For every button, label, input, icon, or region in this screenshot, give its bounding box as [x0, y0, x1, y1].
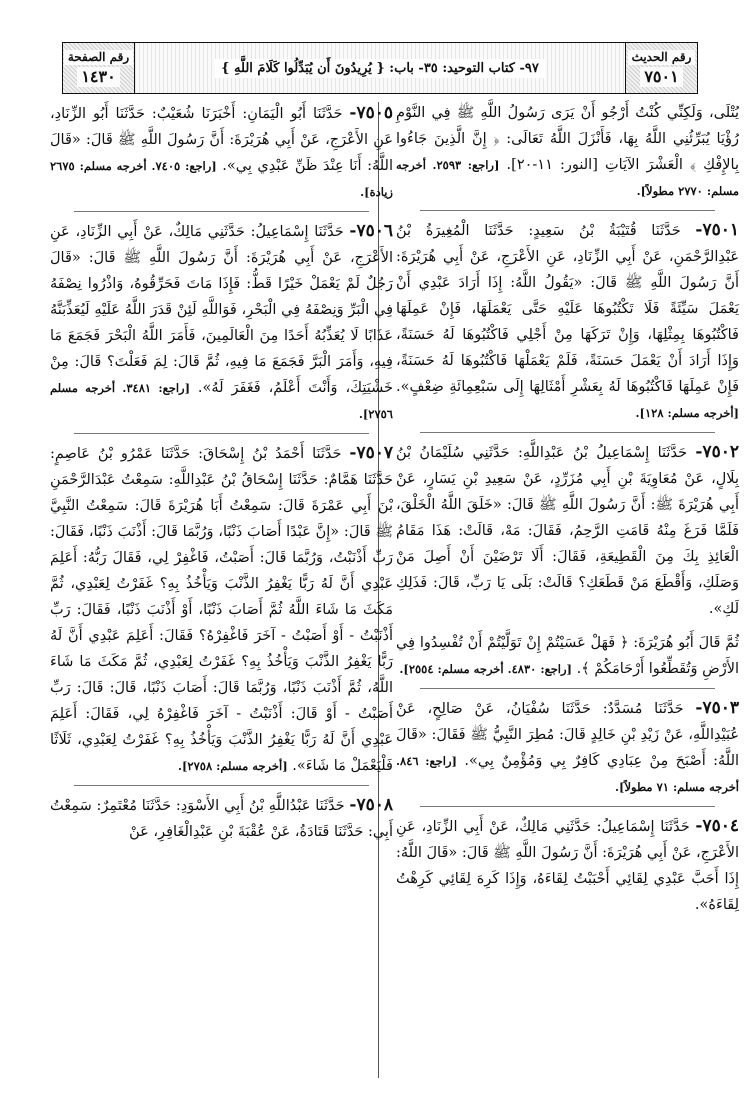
hadith-separator [420, 432, 715, 433]
hadith-paragraph [396, 439, 739, 622]
hadith-paragraph [396, 217, 739, 426]
hadith-paragraph [396, 100, 739, 204]
hadith-separator [74, 785, 369, 786]
hadith-text: حَدَّثَنَا أَبُو الْيَمَانِ: أَخْبَرَنَا شُعَيْبٌ: حَدَّثَنَا أَبُو الزِّنَادِ، عَنِ الأَعْرَجِ، عَنْ أَبِي هُرَيْرَةَ: أَنَّ رَسُولَ اللَّهِ ﷺ قَالَ: «قَالَ اللَّهُ: أَنَا عِنْدَ ظَنِّ عَبْدِي بِي». [50, 106, 393, 174]
hadith-separator [74, 433, 369, 434]
hadith-separator [420, 688, 715, 689]
hadith-text: حَدَّثَنَا إِسْمَاعِيلُ: حَدَّثَنِي مَالِكٌ، عَنْ أَبِي الزِّنَادِ، عَنِ الأَعْرَجِ، عَنْ أَبِي هُرَيْرَةَ: أَنَّ رَسُولَ اللَّهِ ﷺ قَالَ: «قَالَ رَجُلٌ لَمْ يَعْمَلْ خَيْرًا قَطُّ: فَإِذَا مَاتَ فَحَرِّقُوهُ، وَاذْرُوا نِصْفَهُ فِي الْبَرِّ وَنِصْفَهُ فِي الْبَحْرِ، فَوَاللَّهِ لَئِنْ قَدَرَ اللَّهُ عَلَيْهِ لَيُعَذِّبَنَّهُ عَذَابًا لَا يُعَذِّبُهُ أَحَدًا مِنَ الْعَالَمِينَ، فَأَمَرَ اللَّهُ الْبَحْرَ فَجَمَعَ مَا فِيهِ، وَأَمَرَ الْبَرَّ فَجَمَعَ مَا فِيهِ، ثُمَّ قَالَ: لِمَ فَعَلْتَ؟ قَالَ: مِنْ خَشْيَتِكَ، وَأَنْتَ أَعْلَمُ، فَغَفَرَ لَهُ». [50, 224, 393, 396]
hadith-number-box [625, 43, 697, 93]
hadith-paragraph [396, 630, 739, 682]
hadith-reference: [أخرجه مسلم: ٢٧٥٨]. [177, 759, 288, 773]
hadith-reference: [راجع: ٤٨٣٠. أخرجه مسلم: ٢٥٥٤]. [399, 662, 572, 676]
hadith-text: حَدَّثَنَا إِسْمَاعِيلُ بْنُ عَبْدِاللَّهِ: حَدَّثَنِي سُلَيْمَانُ بْنُ بِلَالٍ، عَنْ مُعَاوِيَةَ بْنِ أَبِي مُزَرِّدٍ، عَنْ سَعِيدِ بْنِ يَسَارٍ، عَنْ أَبِي هُرَيْرَةَ ﷺ: أَنَّ رَسُولَ اللَّهِ ﷺ قَالَ: «خَلَقَ اللَّهُ الْخَلْقَ، فَلَمَّا فَرَغَ مِنْهُ قَامَتِ الرَّحِمُ، فَقَالَ: مَهْ، قَالَتْ: هَذَا مَقَامُ الْعَائِذِ بِكَ مِنَ الْقَطِيعَةِ، فَقَالَ: أَلَا تَرْضَيْنَ أَنْ أَصِلَ مَنْ وَصَلَكِ، وَأَقْطَعَ مَنْ قَطَعَكِ؟ قَالَتْ: بَلَى يَا رَبِّ، قَالَ: فَذَلِكِ لَكِ». [396, 445, 739, 617]
hadith-number: ٧٥٠٧- [349, 443, 394, 463]
left-column [50, 100, 393, 1082]
hadith-number: ٧٥٠٦- [349, 221, 393, 241]
hadith-number: ٧٥٠١- [695, 220, 739, 240]
hadith-paragraph [50, 100, 393, 205]
page-number-box [63, 43, 135, 93]
hadith-reference: [راجع: ٢٥٩٣. أخرجه مسلم: ٢٧٧٠ مطولاً]. [396, 158, 739, 198]
hadith-paragraph [50, 792, 393, 845]
hadith-number: ٧٥٠٢- [695, 442, 739, 462]
chapter-title: ٩٧- كتاب التوحيد: ٣٥- باب: { يُرِيدُونَ أَن يُبَدِّلُوا كَلَامَ اللَّهِ } [215, 59, 545, 78]
right-column [396, 100, 739, 1082]
hadith-paragraph [396, 813, 739, 918]
hadith-text: حَدَّثَنَا مُسَدَّدٌ: حَدَّثَنَا سُفْيَانُ، عَنْ صَالِحٍ، عَنْ عُبَيْدِاللَّهِ، عَنْ زَيْدِ بْنِ خَالِدٍ قَالَ: مُطِرَ النَّبِيُّ ﷺ فَقَالَ: «قَالَ اللَّهُ: أَصْبَحَ مِنْ عِبَادِي كَافِرٌ بِي وَمُؤْمِنٌ بِي». [396, 701, 740, 769]
hadith-text: حَدَّثَنَا أَحْمَدُ بْنُ إِسْحَاقَ: حَدَّثَنَا عَمْرُو بْنُ عَاصِمٍ: حَدَّثَنَا هَمَّامٌ: حَدَّثَنَا إِسْحَاقُ بْنُ عَبْدِاللَّهِ: سَمِعْتُ عَبْدَالرَّحْمَنِ بْنَ أَبِي عَمْرَةَ قَالَ: سَمِعْتُ أَبَا هُرَيْرَةَ قَالَ: سَمِعْتُ النَّبِيَّ ﷺ قَالَ: «إِنَّ عَبْدًا أَصَابَ ذَنْبًا، وَرُبَّمَا قَالَ: أَذْنَبَ ذَنْبًا، فَقَالَ: رَبِّ أَذْنَبْتُ، وَرُبَّمَا قَالَ: أَصَبْتُ، فَاغْفِرْ لِي، فَقَالَ رَبُّهُ: أَعَلِمَ عَبْدِي أَنَّ لَهُ رَبًّا يَغْفِرُ الذَّنْبَ وَيَأْخُذُ بِهِ؟ غَفَرْتُ لِعَبْدِي، ثُمَّ مَكَثَ مَا شَاءَ اللَّهُ ثُمَّ أَصَابَ ذَنْبًا، أَوْ أَذْنَبَ ذَنْبًا، فَقَالَ: رَبِّ أَذْنَبْتُ - أَوْ أَصَبْتُ - آخَرَ فَاغْفِرْهُ؟ فَقَالَ: أَعَلِمَ عَبْدِي أَنَّ لَهُ رَبًّا يَغْفِرُ الذَّنْبَ وَيَأْخُذُ بِهِ؟ غَفَرْتُ لِعَبْدِي، ثُمَّ مَكَثَ مَا شَاءَ اللَّهُ، ثُمَّ أَذْنَبَ ذَنْبًا، وَرُبَّمَا قَالَ: أَصَابَ ذَنْبًا، قَالَ: قَالَ: رَبِّ أَصَبْتُ - أَوْ قَالَ: أَذْنَبْتُ - آخَرَ فَاغْفِرْهُ لِي، فَقَالَ: أَعَلِمَ عَبْدِي أَنَّ لَهُ رَبًّا يَغْفِرُ الذَّنْبَ وَيَأْخُذُ بِهِ؟ غَفَرْتُ لِعَبْدِي، ثَلَاثًا فَلْيَعْمَلْ مَا شَاءَ». [50, 446, 393, 774]
hadith-paragraph [396, 695, 739, 800]
hadith-paragraph [50, 218, 393, 427]
hadith-text: حَدَّثَنَا عَبْدُاللَّهِ بْنُ أَبِي الأَسْوَدِ: حَدَّثَنَا مُعْتَمِرٌ: سَمِعْتُ أَبِي: حَدَّثَنَا قَتَادَةُ، عَنْ عُقْبَةَ بْنِ عَبْدِالْغَافِرِ، عَنْ [50, 798, 393, 840]
hadith-number-label: رقم الحديث [628, 50, 696, 65]
hadith-text: حَدَّثَنَا إِسْمَاعِيلُ: حَدَّثَنِي مَالِكٌ، عَنْ أَبِي الزِّنَادِ، عَنِ الأَعْرَجِ، عَنْ أَبِي هُرَيْرَةَ: أَنَّ رَسُولَ اللَّهِ ﷺ قَالَ: «قَالَ اللَّهُ: إِذَا أَحَبَّ عَبْدِي لِقَائِي أَحْبَبْتُ لِقَاءَهُ، وَإِذَا كَرِهَ لِقَائِي كَرِهْتُ لِقَاءَهُ». [396, 819, 739, 913]
hadith-paragraph [50, 440, 393, 779]
hadith-range: ٧٥٠١ [640, 67, 682, 87]
page-header [62, 42, 698, 94]
hadith-reference: [راجع: ٨٤٦. أخرجه مسلم: ٧١ مطولاً]. [396, 754, 739, 794]
hadith-separator [420, 806, 715, 807]
hadith-text: ثُمَّ قَالَ أَبُو هُرَيْرَةَ: ﴿ فَهَلْ عَسَيْتُمْ إِنْ تَوَلَّيْتُمْ أَنْ تُفْسِدُوا فِي الأَرْضِ وَتُقَطِّعُوا أَرْحَامَكُمْ ﴾. [396, 635, 739, 677]
hadith-reference: [أخرجه مسلم: ١٢٨]. [635, 406, 739, 420]
hadith-number: ٧٥٠٣- [695, 698, 739, 718]
chapter-title-bar [135, 43, 625, 93]
hadith-reference: [راجع: ٧٤٠٥. أخرجه مسلم: ٢٦٧٥ زيادة]. [50, 159, 393, 199]
hadith-number: ٧٥٠٨- [349, 795, 394, 815]
page-number-label: رقم الصفحة [64, 50, 133, 65]
hadith-text: يُتْلَى، وَلَكِنِّي كُنْتُ أَرْجُو أَنْ يَرَى رَسُولُ اللَّهِ ﷺ فِي النَّوْمِ رُؤْيَا يُبَرِّئُنِي اللَّهُ بِهَا، فَأَنْزَلَ اللَّهُ تَعَالَى: ﴿ إِنَّ الَّذِينَ جَاءُوا بِالإِفْكِ ﴾ الْعَشْرَ الآيَاتِ [النور: ١١-٢٠]. [396, 105, 740, 173]
hadith-separator [74, 211, 369, 212]
hadith-number: ٧٥٠٤- [695, 816, 739, 836]
hadith-reference: [راجع: ٣٤٨١. أخرجه مسلم ٢٧٥٦]. [50, 381, 393, 421]
hadith-separator [420, 210, 715, 211]
page-number: ١٤٣٠ [77, 67, 119, 87]
hadith-number: ٧٥٠٥- [349, 103, 394, 123]
hadith-text: حَدَّثَنَا قُتَيْبَةُ بْنُ سَعِيدٍ: حَدَّثَنَا الْمُغِيرَةُ بْنُ عَبْدِالرَّحْمَنِ، عَنْ أَبِي الزِّنَادِ، عَنِ الأَعْرَجِ، عَنْ أَبِي هُرَيْرَةَ: أَنَّ رَسُولَ اللَّهِ ﷺ قَالَ: «يَقُولُ اللَّهُ: إِذَا أَرَادَ عَبْدِي أَنْ يَعْمَلَ سَيِّئَةً فَلَا تَكْتُبُوهَا عَلَيْهِ حَتَّى يَعْمَلَهَا، فَإِنْ عَمِلَهَا فَاكْتُبُوهَا بِمِثْلِهَا، وَإِنْ تَرَكَهَا مِنْ أَجْلِي فَاكْتُبُوهَا لَهُ حَسَنَةً، وَإِذَا أَرَادَ أَنْ يَعْمَلَ حَسَنَةً، فَلَمْ يَعْمَلْهَا فَاكْتُبُوهَا لَهُ حَسَنَةً، فَإِنْ عَمِلَهَا فَاكْتُبُوهَا لَهُ بِعَشْرِ أَمْثَالِهَا إِلَى سَبْعِمِائَةِ ضِعْفٍ». [396, 223, 739, 395]
